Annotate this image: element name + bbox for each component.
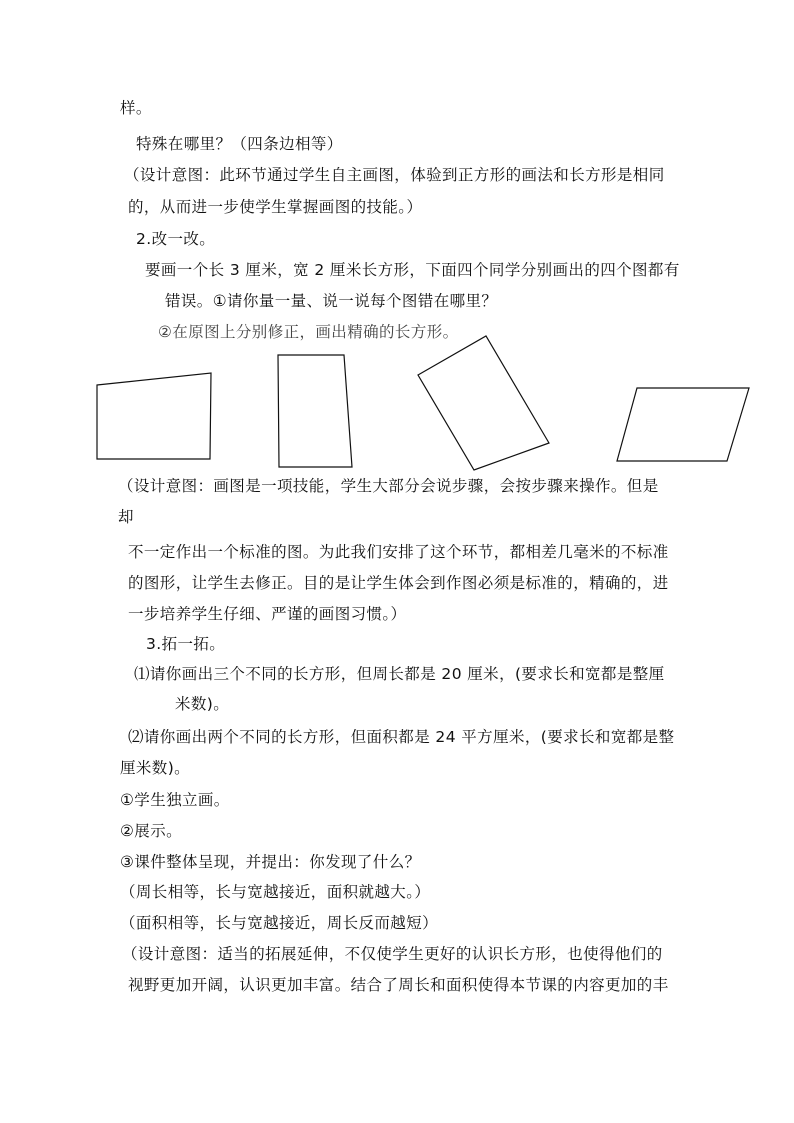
quadrilateral-figures xyxy=(0,320,794,490)
text-line: 要画一个长 3 厘米，宽 2 厘米长方形，下面四个同学分别画出的四个图都有 xyxy=(145,261,680,279)
text-line: 3.拓一拓。 xyxy=(146,635,226,653)
text-line: 不一定作出一个标准的图。为此我们安排了这个环节，都相差几毫米的不标准 xyxy=(128,543,669,561)
text-line: （设计意图：此环节通过学生自主画图，体验到正方形的画法和长方形是相同 xyxy=(124,166,665,184)
text-line: ②在原图上分别修正，画出精确的长方形。 xyxy=(158,323,459,341)
text-line: ①学生独立画。 xyxy=(120,791,230,809)
text-line: （设计意图：适当的拓展延伸，不仅使学生更好的认识长方形，也使得他们的 xyxy=(122,945,663,963)
figure-3-tilted-rectangle xyxy=(418,336,549,470)
text-line: （周长相等，长与宽越接近，面积就越大。） xyxy=(120,883,431,901)
text-line: 特殊在哪里？（四条边相等） xyxy=(136,135,343,153)
text-line: ⑵请你画出两个不同的长方形，但面积都是 24 平方厘米，(要求长和宽都是整 xyxy=(128,728,675,746)
text-line: 米数)。 xyxy=(175,695,230,713)
text-line: 错误。①请你量一量、说一说每个图错在哪里？ xyxy=(165,292,498,310)
text-line: ⑴请你画出三个不同的长方形，但周长都是 20 厘米，(要求长和宽都是整厘 xyxy=(134,665,665,683)
text-line: （面积相等，长与宽越接近，周长反而越短） xyxy=(120,914,439,932)
text-line: 的，从而进一步使学生掌握画图的技能。） xyxy=(128,198,423,216)
figure-1-trapezoid xyxy=(97,373,211,459)
text-line: （设计意图：画图是一项技能，学生大部分会说步骤，会按步骤来操作。但是 xyxy=(118,477,659,495)
text-line: ②展示。 xyxy=(120,822,182,840)
figure-4-parallelogram xyxy=(617,388,749,461)
text-line: ③课件整体呈现，并提出：你发现了什么？ xyxy=(120,853,421,871)
text-line: 一步培养学生仔细、严谨的画图习惯。） xyxy=(128,605,407,623)
text-line: 视野更加开阔，认识更加丰富。结合了周长和面积使得本节课的内容更加的丰 xyxy=(128,976,669,994)
text-line: 却 xyxy=(118,508,134,526)
figure-2-trapezoid xyxy=(278,355,352,467)
text-line: 2.改一改。 xyxy=(136,230,216,248)
text-line: 厘米数)。 xyxy=(120,759,191,777)
text-line: 的图形，让学生去修正。目的是让学生体会到作图必须是标准的，精确的，进 xyxy=(128,574,669,592)
text-line: 样。 xyxy=(120,99,152,117)
